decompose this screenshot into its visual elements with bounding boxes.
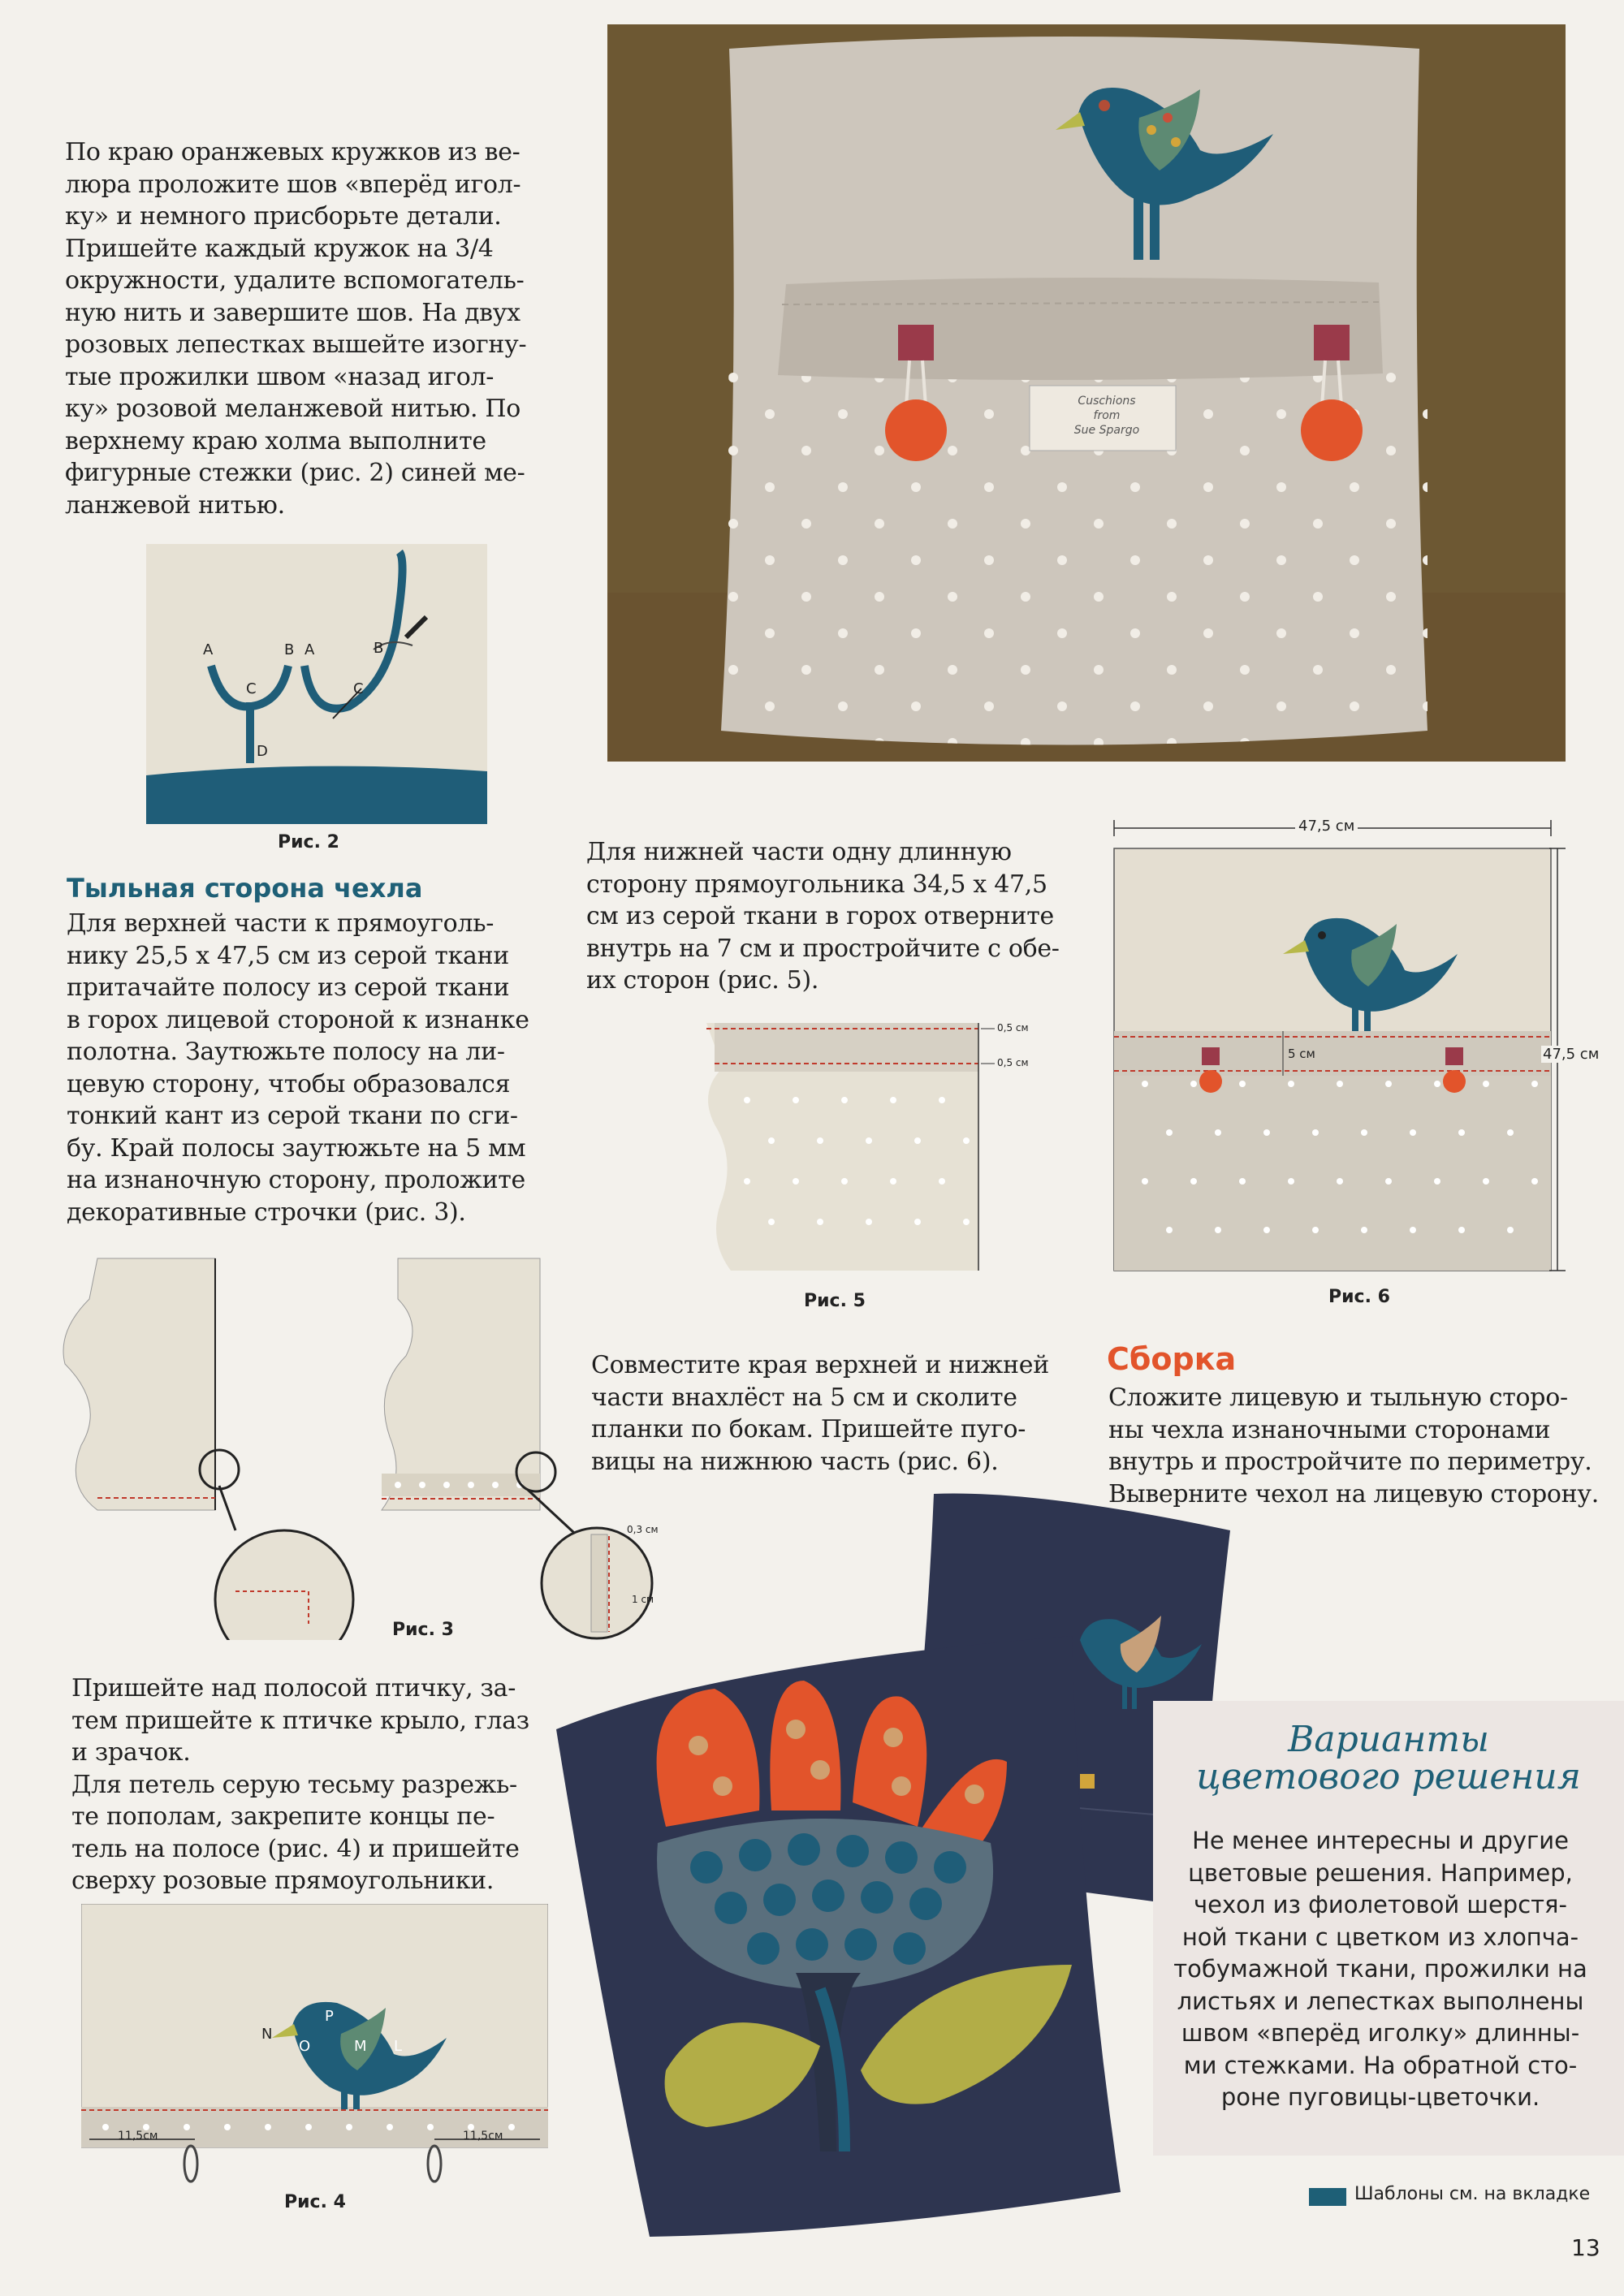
cushion-photo — [607, 24, 1566, 762]
text-line: Сложите лицевую и тыльную сторо- — [1108, 1383, 1568, 1412]
figure-4 — [81, 1904, 548, 2192]
text-line: те пополам, закрепите концы пе- — [71, 1802, 495, 1831]
fig4-label-m: M — [354, 2038, 367, 2055]
fig4-label-o: O — [299, 2038, 311, 2055]
fig4-caption: Рис. 4 — [284, 2192, 346, 2212]
fig2-label-a: A — [203, 641, 214, 658]
fig2-label-c: C — [353, 680, 364, 697]
text-line: бу. Край полосы заутюжьте на 5 мм — [67, 1133, 526, 1163]
text-line: фигурные стежки (рис. 2) синей ме- — [65, 459, 525, 487]
fig5-label-05: 0,5 см — [997, 1057, 1029, 1068]
text-line: тонкий кант из серой ткани по сги- — [67, 1102, 518, 1130]
text-line: ми стежками. На обратной сто- — [1183, 2051, 1578, 2079]
navy-cushions-photo — [552, 1486, 1250, 2241]
fig3-caption: Рис. 3 — [392, 1620, 454, 1640]
text-line: внутрь и простройчите по периметру. — [1108, 1448, 1592, 1476]
fig4-measure-left: 11,5см — [118, 2130, 158, 2143]
text-line: Для нижней части одну длинную — [586, 838, 1012, 866]
fig2-label-b: B — [284, 641, 295, 658]
text-line: листьях и лепестках выполнены — [1177, 1987, 1584, 2015]
text-line: роне пуговицы-цветочки. — [1220, 2083, 1540, 2111]
text-line: розовых лепестках вышейте изогну- — [65, 330, 527, 359]
text-line: По краю оранжевых кружков из ве- — [65, 138, 520, 166]
label-line: Cuschions — [1078, 395, 1136, 408]
text-line: тель на полосе (рис. 4) и пришейте — [71, 1834, 520, 1863]
bird-paragraph — [71, 1672, 575, 1897]
variants-text — [1153, 1825, 1608, 2114]
text-line: тобумажной ткани, прожилки на — [1173, 1955, 1587, 1983]
text-line: Пришейте над полосой птичку, за- — [71, 1674, 516, 1703]
text-line: ку» розовой меланжевой нитью. По — [65, 395, 521, 423]
fig5-label-05: 0,5 см — [997, 1022, 1029, 1034]
text-line: чехол из фиолетовой шерстя- — [1194, 1891, 1567, 1918]
fig3-label-1: 1 см — [632, 1594, 654, 1605]
text-line: сверху розовые прямоугольники. — [71, 1867, 495, 1895]
figure-6 — [1112, 816, 1616, 1295]
text-line: Не менее интересны и другие — [1192, 1827, 1569, 1854]
fig6-strip: 5 см — [1288, 1047, 1315, 1061]
text-line: сторону прямоугольника 34,5 х 47,5 — [586, 870, 1047, 899]
text-line: Выверните чехол на лицевую сторону. — [1108, 1479, 1599, 1508]
fig5-caption: Рис. 5 — [804, 1291, 866, 1311]
intro-paragraph — [65, 136, 552, 521]
overlap-paragraph — [591, 1349, 1111, 1478]
text-line: в горох лицевой стороной к изнанке — [67, 1005, 529, 1034]
text-line: ку» и немного присборьте детали. — [65, 202, 502, 231]
text-line: ны чехла изнаночными сторонами — [1108, 1415, 1551, 1444]
text-line: окружности, удалите вспомогатель- — [65, 266, 525, 295]
fig2-caption: Рис. 2 — [278, 832, 339, 852]
text-line: люра проложите шов «вперёд игол- — [65, 170, 521, 199]
fig2-label-d: D — [257, 743, 268, 760]
text-line: верхнему краю холма выполните — [65, 426, 486, 455]
back-paragraph — [67, 908, 570, 1228]
templates-square-icon — [1309, 2188, 1346, 2206]
fig4-label-n: N — [261, 2026, 273, 2043]
text-line: вицы на нижнюю часть (рис. 6). — [591, 1447, 999, 1476]
templates-note: Шаблоны см. на вкладке — [1354, 2184, 1591, 2204]
text-line: цветовые решения. Например, — [1188, 1858, 1573, 1887]
figure-5 — [698, 1019, 1056, 1279]
section-title-back: Тыльная сторона чехла — [67, 873, 423, 904]
fig6-height: 47,5 см — [1543, 1046, 1600, 1063]
text-line: их сторон (рис. 5). — [586, 966, 819, 995]
fig4-label-l: L — [394, 2038, 403, 2055]
lower-part-paragraph — [586, 836, 1106, 997]
page-number: 13 — [1571, 2234, 1600, 2261]
text-line: внутрь на 7 см и простройчите с обе- — [586, 934, 1060, 963]
text-line: части внахлёст на 5 см и сколите — [591, 1383, 1017, 1412]
text-line: нику 25,5 х 47,5 см из серой ткани — [67, 941, 509, 970]
text-line: и зрачок. — [71, 1738, 191, 1767]
text-line: на изнаночную сторону, проложите — [67, 1166, 526, 1194]
fig6-caption: Рис. 6 — [1328, 1287, 1390, 1307]
text-line: тые прожилки швом «назад игол- — [65, 362, 495, 391]
text-line: Совместите края верхней и нижней — [591, 1351, 1049, 1379]
figure-2 — [146, 544, 487, 824]
label-line: Sue Spargo — [1073, 424, 1140, 437]
fig2-label-b: B — [374, 640, 384, 657]
fig6-width: 47,5 см — [1295, 818, 1358, 835]
text-line: швом «вперёд иголку» длинны- — [1181, 2019, 1580, 2047]
fig4-label-p: P — [325, 2008, 334, 2025]
fig2-label-c: C — [246, 680, 257, 697]
fig4-measure-right: 11,5см — [463, 2130, 503, 2143]
text-line: Пришейте каждый кружок на 3/4 — [65, 234, 494, 263]
text-line: цевую сторону, чтобы образовался — [67, 1069, 511, 1098]
text-line: ланжевой нитью. — [65, 490, 285, 520]
fig3-label-03: 0,3 см — [627, 1524, 659, 1535]
text-line: Для верхней части к прямоуголь- — [67, 909, 495, 938]
section-title-assembly: Сборка — [1107, 1341, 1237, 1377]
photo-label — [1038, 394, 1176, 438]
fig2-label-a: A — [304, 641, 315, 658]
label-line: from — [1093, 409, 1121, 422]
variants-title-line1: Варианты — [1288, 1719, 1489, 1760]
variants-title — [1153, 1721, 1624, 1796]
text-line: см из серой ткани в горох отверните — [586, 902, 1054, 930]
variants-title-line2: цветового решения — [1196, 1756, 1581, 1798]
text-line: Для петель серую тесьму разрежь- — [71, 1770, 517, 1799]
text-line: декоративные строчки (рис. 3). — [67, 1198, 466, 1227]
text-line: ную нить и завершите шов. На двух — [65, 298, 520, 327]
text-line: притачайте полосу из серой ткани — [67, 973, 510, 1002]
text-line: ной ткани с цветком из хлопча- — [1181, 1923, 1579, 1951]
text-line: тем пришейте к птичке крыло, глаз — [71, 1706, 529, 1735]
text-line: планки по бокам. Пришейте пуго- — [591, 1415, 1026, 1444]
text-line: полотна. Заутюжьте полосу на ли- — [67, 1038, 505, 1066]
